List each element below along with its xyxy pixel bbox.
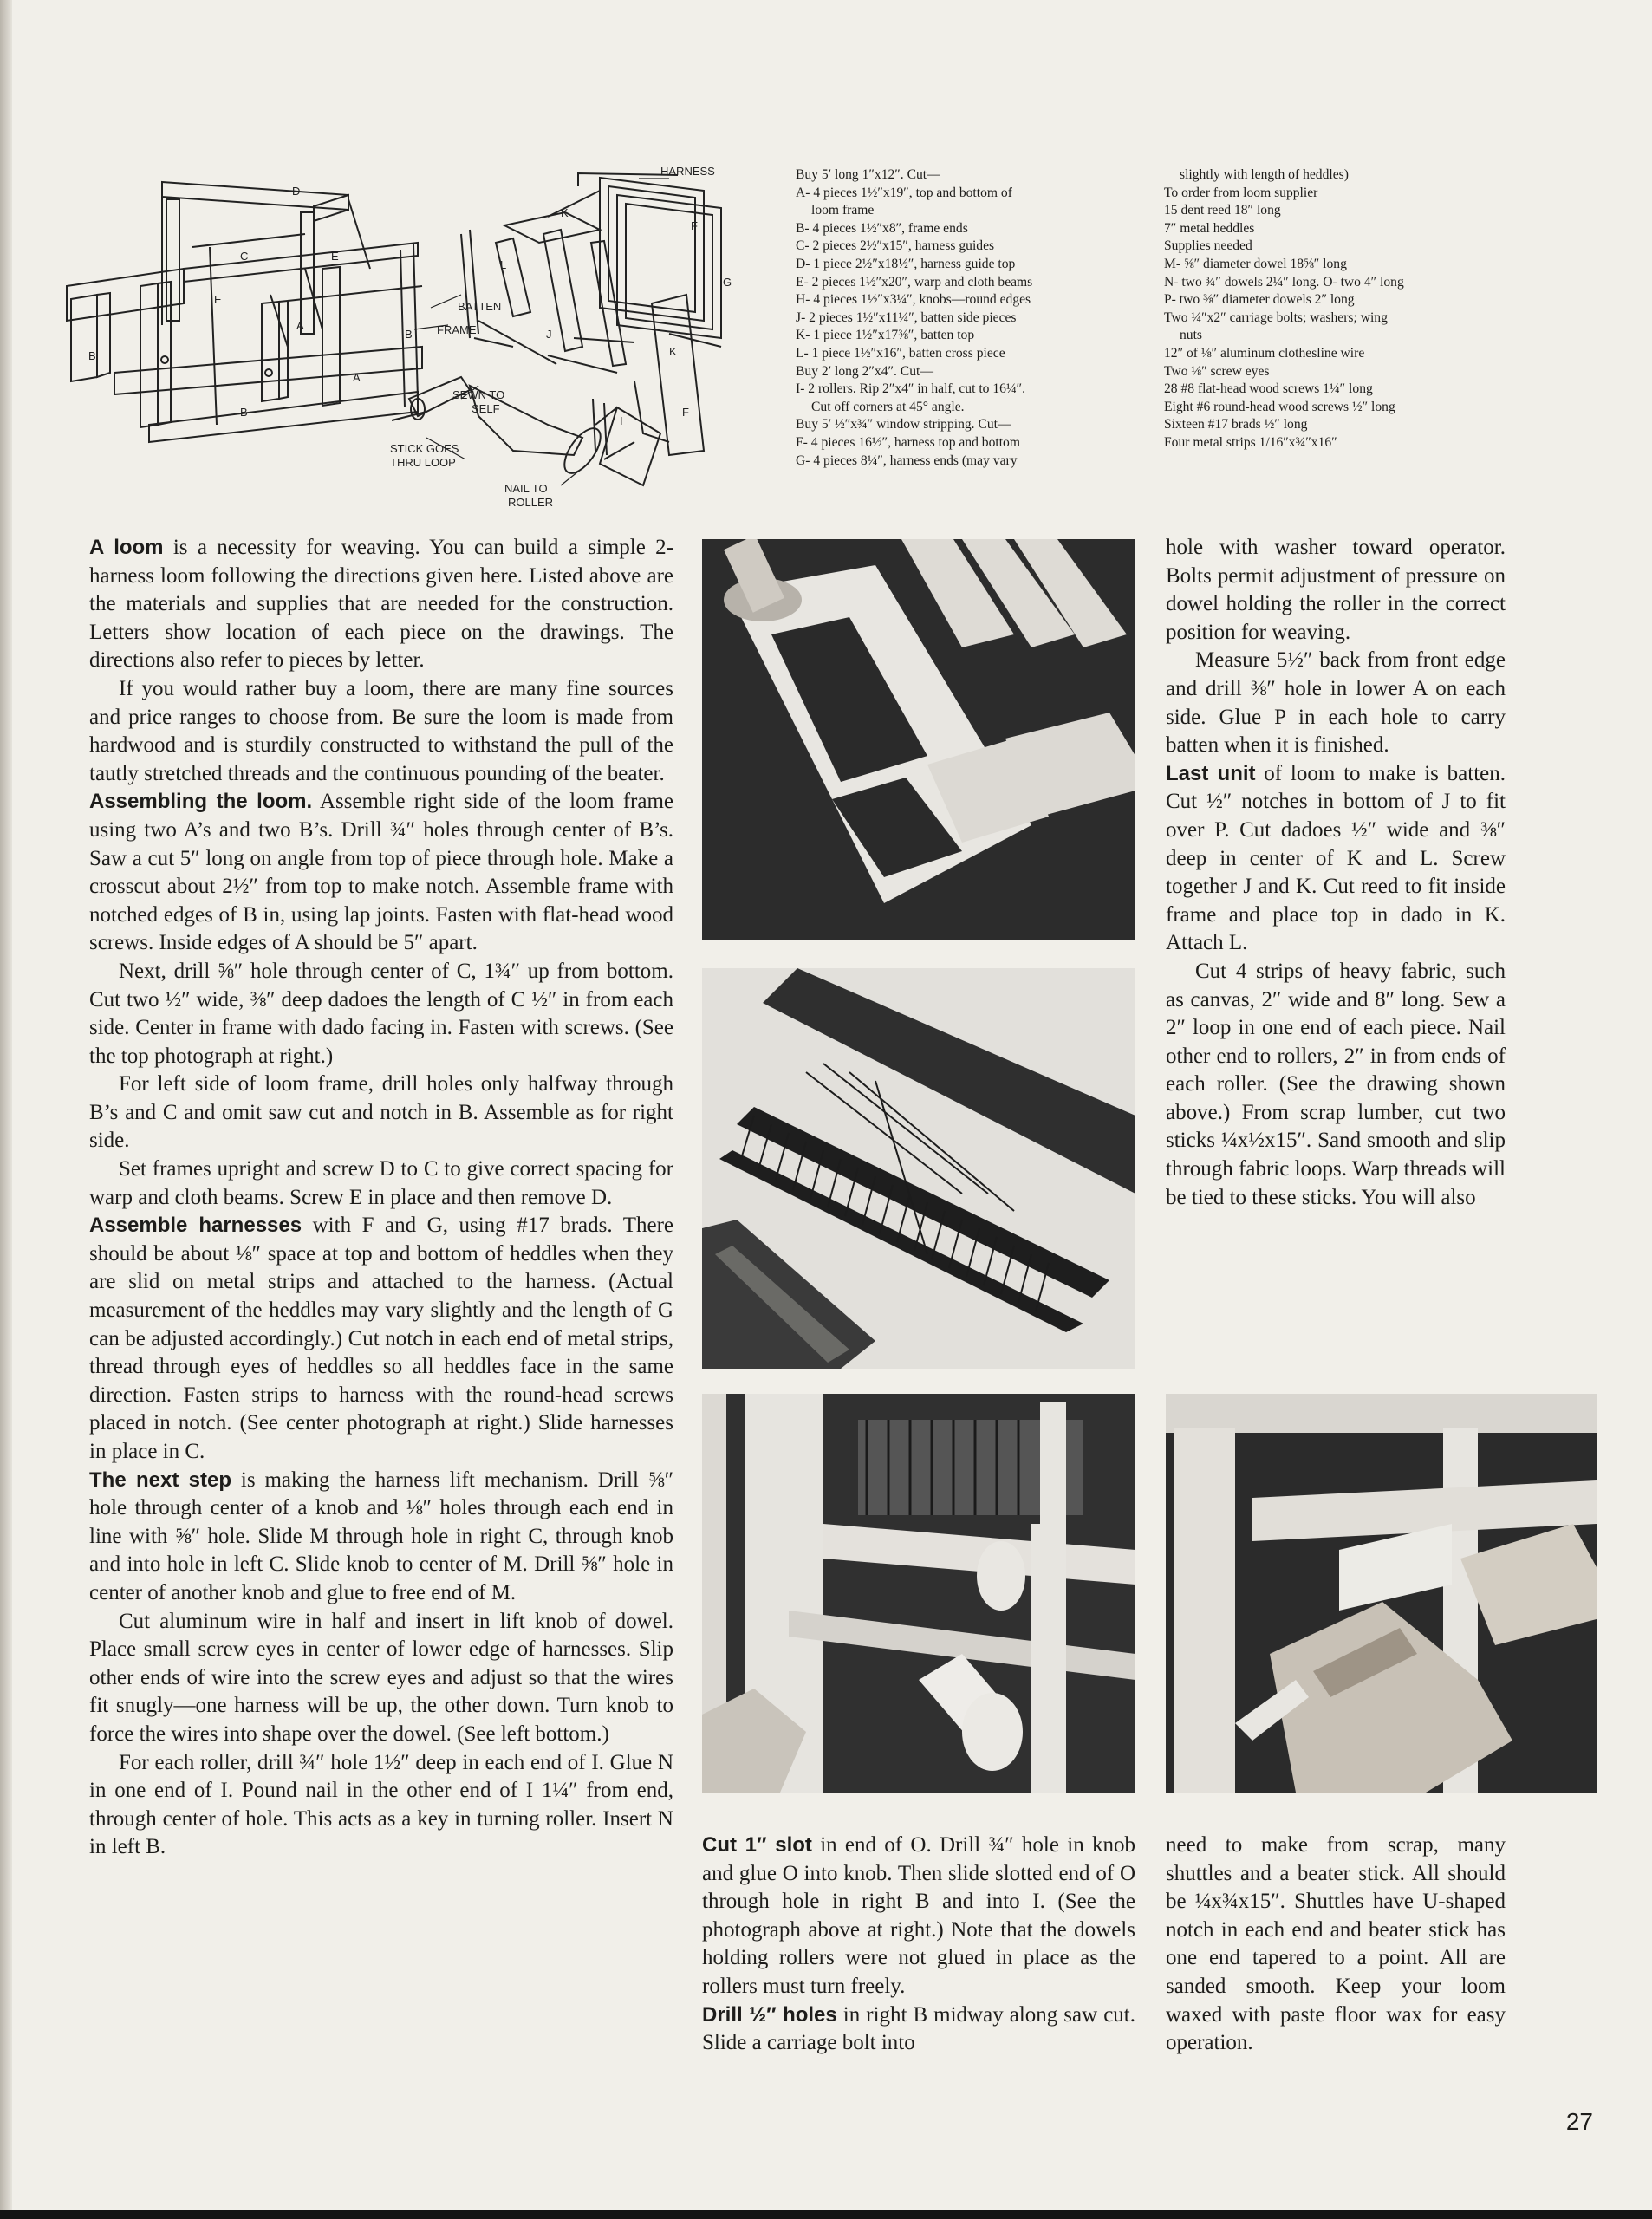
article-paragraph [702,2001,1135,2058]
svg-text:L: L [500,258,507,271]
paragraph-text: of loom to make is batten. Cut ½″ notches in bottom of J to fit over P. Cut dadoes ½″ wide and ⅜″ deep in center of K and L. Screw together J and K. Cut reed to fit inside frame and place top in dado in K. Attach L. [1166,761,1506,955]
materials-line: nuts [1180,328,1202,343]
svg-text:E: E [214,293,222,306]
svg-text:A: A [296,319,304,332]
article-paragraph [1166,760,1506,958]
materials-line: I- 2 rollers. Rip 2″x4″ in half, cut to 16¼″. [796,381,1026,397]
materials-line: slightly with length of heddles) [1180,167,1349,182]
label-frame: FRAME [437,323,477,336]
materials-list-right [1164,166,1528,452]
article-paragraph [89,675,673,788]
materials-line: F- 4 pieces 16½″, harness top and bottom [796,434,1020,450]
diagram-labels [390,165,715,509]
article-paragraph [702,1832,1135,2001]
materials-line: Sixteen #17 brads ½″ long [1164,417,1308,433]
materials-line: Supplies needed [1164,238,1252,254]
paragraph-text: in right B midway along saw cut. Slide a carriage bolt into [702,2002,1135,2055]
paragraph-text: If you would rather buy a loom, there are many fine sources and price ranges to choose from. Be sure the loom is made from hardwood and is sturdily constructed to withstand the pull of the tautly stretched threads and the continuous pounding of the beater. [89,676,673,785]
article-column-right-bottom [1166,1832,1506,2058]
paragraph-text: need to make from scrap, many shuttles and a beater stick. All should be ¼x¾x15″. Shuttles have U-shaped notch in each end and beater stick has one end tapered to a point. All are sanded smooth. Keep your loom waxed with paste floor wax for easy operation. [1166,1833,1506,2055]
materials-line: Two ¼″x2″ carriage bolts; washers; wing [1164,309,1388,325]
paragraph-lead-in: The next step [89,1467,231,1492]
loom-frame-drawing [67,182,422,442]
materials-line: 15 dent reed 18″ long [1164,203,1281,218]
materials-line: K- 1 piece 1½″x17⅜″, batten top [796,328,975,343]
materials-line: Four metal strips 1/16″x¾″x16″ [1164,434,1337,450]
article-column-right [1166,534,1506,1212]
materials-line: 12″ of ⅛″ aluminum clothesline wire [1164,345,1365,361]
article-paragraph [89,1467,673,1608]
materials-line: D- 1 piece 2½″x18½″, harness guide top [796,256,1016,271]
article-column-left [89,534,673,1862]
svg-text:J: J [546,328,552,341]
svg-text:B: B [405,328,413,341]
page-binding-edge [0,0,12,2219]
materials-list-left [796,166,1142,470]
photo-roller-crank [1166,1394,1597,1793]
materials-line: N- two ¾″ dowels 2¼″ long. O- two 4″ long [1164,274,1404,290]
materials-line: M- ⅝″ diameter dowel 18⅝″ long [1164,256,1347,271]
materials-line: Buy 5′ long 1″x12″. Cut— [796,167,940,182]
label-batten: BATTEN [458,300,502,313]
materials-line: E- 2 pieces 1½″x20″, warp and cloth beams [796,274,1033,290]
paragraph-text: is making the harness lift mechanism. Drill ⅝″ hole through center of a knob and ⅛″ holes through each end in line with ⅝″ hole. Slide M through hole in right C, through knob and into hole in left C. Slide knob to center of M. Drill ⅝″ hole in center of another knob and glue to free end of M. [89,1467,674,1604]
materials-line: P- two ⅜″ diameter dowels 2″ long [1164,292,1355,308]
materials-line: Eight #6 round-head wood screws ½″ long [1164,399,1395,414]
materials-line: C- 2 pieces 2½″x15″, harness guides [796,238,995,254]
paragraph-text: hole with washer toward operator. Bolts permit adjustment of pressure on dowel holding the roller in the correct position for weaving. [1166,536,1506,644]
paragraph-text: in end of O. Drill ¾″ hole in knob and glue O into knob. Then slide slotted end of O through hole in right B and into I. (See the photograph above at right.) Note that the dowels holding rollers were not glued in place as the rollers must turn freely. [702,1833,1135,1998]
svg-text:B: B [88,349,96,362]
materials-line: A- 4 pieces 1½″x19″, top and bottom of [796,185,1012,200]
page-number: 27 [1565,2108,1593,2135]
svg-text:E: E [331,250,339,263]
paragraph-text: Next, drill ⅝″ hole through center of C, 1¾″ up from bottom. Cut two ½″ wide, ⅜″ deep dadoes the length of C ½″ in from each side. Center in frame with dado facing in. Fasten with screws. (See the top photograph at right.) [89,959,673,1068]
article-paragraph [1166,1832,1506,2058]
photo-frame-assembly [702,539,1135,940]
materials-line: Two ⅛″ screw eyes [1164,363,1270,379]
paragraph-lead-in: Assemble harnesses [89,1214,302,1238]
article-paragraph [1166,534,1506,647]
article-paragraph [89,1608,673,1749]
svg-text:B: B [240,406,248,419]
photo-harness-heddles [702,968,1135,1369]
paragraph-lead-in: A loom [89,536,164,559]
materials-line: 7″ metal heddles [1164,220,1255,236]
svg-text:A: A [353,371,361,384]
label-harness: HARNESS [660,165,715,178]
paragraph-text: with F and G, using #17 brads. There should be about ⅛″ space at top and bottom of heddles when they are slid on metal strips and attached to the harness. (Actual measurement of the heddles may vary slightly and the length of G can be adjusted accordingly.) Cut notch in each end of metal strips, thread through eyes of heddles so all heddles face in the same direction. Fasten strips to harness with the round-head screws placed in notch. (See center photograph at right.) Slide harnesses in place in C. [89,1214,673,1463]
materials-line: Buy 2′ long 2″x4″. Cut— [796,363,933,379]
materials-line: Cut off corners at 45° angle. [811,399,965,414]
article-paragraph [1166,647,1506,759]
svg-text:C: C [240,250,249,263]
materials-line: H- 4 pieces 1½″x3¼″, knobs—round edges [796,292,1031,308]
materials-line: J- 2 pieces 1½″x11¼″, batten side pieces [796,309,1017,325]
page-bottom-edge [0,2210,1652,2219]
svg-text:D: D [292,185,301,198]
label-sewn-to-self: SEWN TO SELF [452,388,505,415]
paragraph-text: Measure 5½″ back from front edge and drill ⅜″ hole in lower A on each side. Glue P in each hole to carry batten when it is finished. [1166,648,1506,758]
materials-line: 28 #8 flat-head wood screws 1¼″ long [1164,381,1373,397]
article-column-middle [702,1832,1135,2058]
article-paragraph [89,958,673,1070]
label-nail-to-roller: NAIL TO ROLLER [504,482,554,509]
svg-text:I: I [620,414,623,427]
materials-line: G- 4 pieces 8¼″, harness ends (may vary [796,452,1018,468]
paragraph-text: Set frames upright and screw D to C to give correct spacing for warp and cloth beams. Screw E in place and then remove D. [89,1157,673,1209]
paragraph-lead-in: Drill ½″ holes [702,2002,837,2027]
materials-line: To order from loom supplier [1164,185,1318,200]
paragraph-text: Cut aluminum wire in half and insert in lift knob of dowel. Place small screw eyes in center of lower edge of harnesses. Slip other ends of wire into the screw eyes and adjust so that the wires fit snugly—one harness will be up, the other down. Turn knob to force the wires into shape over the dowel. (See left bottom.) [89,1609,673,1746]
svg-text:F: F [682,406,689,419]
article-paragraph [89,1155,673,1212]
article-paragraph [89,788,673,958]
materials-line: L- 1 piece 1½″x16″, batten cross piece [796,345,1005,361]
svg-text:G: G [723,276,732,289]
label-stick-goes-thru-loop: STICK GOES THRU LOOP [390,442,459,469]
svg-text:K: K [669,345,677,358]
article-paragraph [89,1212,673,1466]
paragraph-lead-in: Assembling the loom. [89,790,313,814]
article-paragraph [89,1070,673,1155]
article-paragraph [1166,958,1506,1212]
paragraph-lead-in: Last unit [1166,761,1256,785]
paragraph-text: Cut 4 strips of heavy fabric, such as canvas, 2″ wide and 8″ long. Sew a 2″ loop in one end of each piece. Nail other end to rollers, 2″ in from ends of each roller. (See the drawing shown above.) From scrap lumber, cut two sticks ¼x½x15″. Sand smooth and slip through fabric loops. Warp threads will be tied to these sticks. You will also [1166,959,1506,1209]
photo-loom-lift-knob [702,1394,1135,1793]
paragraph-text: is a necessity for weaving. You can build a simple 2-harness loom following the directions given here. Listed above are the materials and supplies that are needed for the construction. Letters show location of each piece on the drawings. The directions also refer to pieces by letter. [89,536,674,673]
materials-line: B- 4 pieces 1½″x8″, frame ends [796,220,968,236]
article-paragraph [89,534,673,675]
paragraph-text: For each roller, drill ¾″ hole 1½″ deep in each end of I. Glue N in one end of I. Pound nail in the other end of I 1¼″ from end, through center of hole. This acts as a key in turning roller. Insert N in left B. [89,1750,673,1859]
svg-text:F: F [691,219,698,232]
loom-construction-diagram [62,165,747,511]
svg-text:K: K [561,206,569,219]
paragraph-text: For left side of loom frame, drill holes only halfway through B’s and C and omit saw cut and notch in B. Assemble as for right side. [89,1072,673,1153]
materials-line: loom frame [811,203,875,218]
roller-detail-drawing [392,377,660,485]
paragraph-lead-in: Cut 1″ slot [702,1833,812,1857]
paragraph-text: Assemble right side of the loom frame using two A’s and two B’s. Drill ¾″ holes through center of B’s. Saw a cut 5″ long on angle from top of piece through hole. Make a crosscut about 2½″ from top to make notch. Assemble frame with notched edges of B in, using lap joints. Fasten with flat-head wood screws. Inside edges of A should be 5″ apart. [89,790,673,955]
article-paragraph [89,1749,673,1862]
materials-line: Buy 5′ ½″x¾″ window stripping. Cut— [796,417,1011,433]
